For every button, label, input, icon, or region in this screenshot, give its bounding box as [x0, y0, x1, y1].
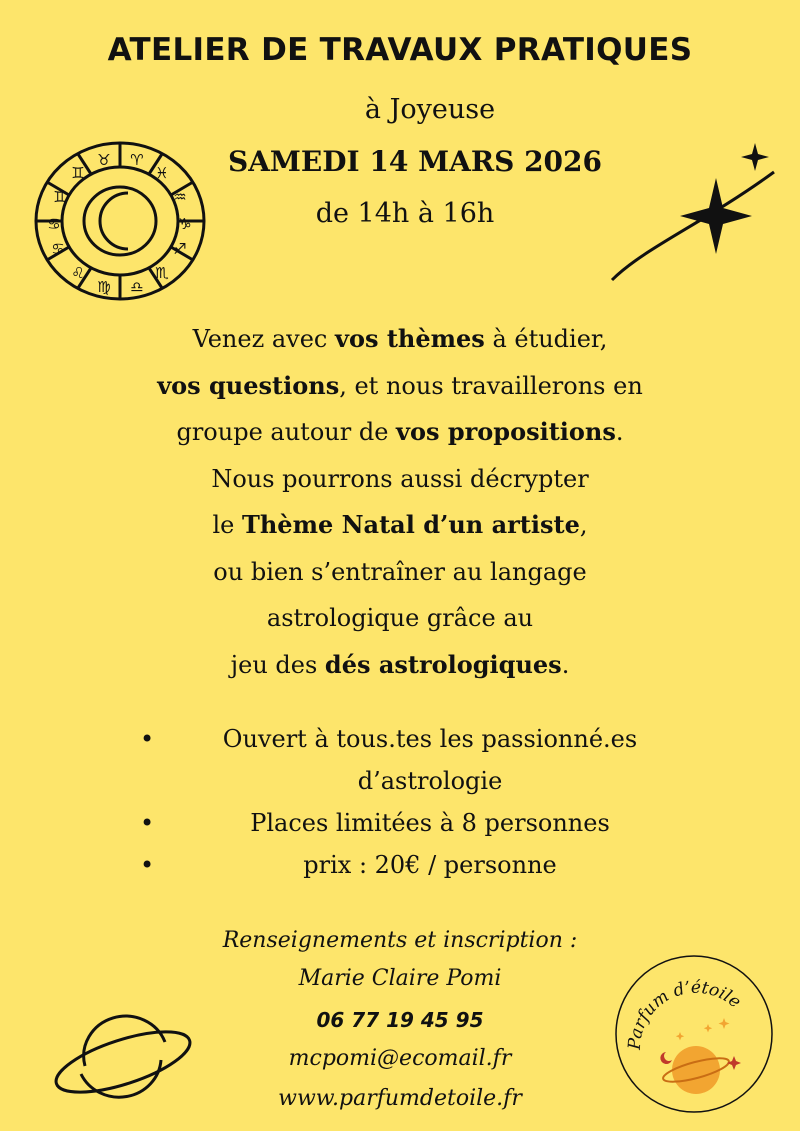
bullet-marker: • — [140, 851, 155, 879]
description-line-2: vos questions, et nous travaillerons en — [157, 370, 643, 400]
svg-text:♒: ♒ — [173, 188, 187, 206]
svg-text:♓: ♓ — [155, 164, 169, 182]
contact-label: Renseignements et inscription : — [222, 928, 578, 953]
info-bullet-list — [140, 718, 700, 886]
zodiac-wheel-icon — [32, 140, 208, 302]
list-item: • Ouvert à tous.tes les passionné.es d’astrologie — [140, 718, 700, 802]
svg-text:♍: ♍ — [97, 278, 111, 296]
svg-text:♋: ♋ — [51, 240, 65, 258]
event-time: de 14h à 16h — [315, 198, 495, 229]
contact-name: Marie Claire Pomi — [298, 966, 502, 991]
description-line-5: le Thème Natal d’un artiste, — [212, 510, 588, 539]
svg-text:Parfum d’étoile: Parfum d’étoile — [624, 977, 745, 1051]
svg-text:♋: ♋ — [47, 215, 61, 233]
description-line-1: Venez avec vos thèmes à étudier, — [192, 324, 608, 353]
contact-phone[interactable]: 06 77 19 45 95 — [316, 1008, 484, 1032]
svg-text:♐: ♐ — [173, 240, 187, 258]
svg-text:♎: ♎ — [130, 278, 144, 296]
svg-text:♌: ♌ — [71, 264, 85, 282]
svg-text:♊: ♊ — [71, 164, 85, 182]
description-line-7: astrologique grâce au — [266, 604, 534, 632]
contact-email[interactable]: mcpomi@ecomail.fr — [288, 1046, 512, 1071]
page-title: ATELIER DE TRAVAUX PRATIQUES — [107, 32, 693, 68]
description — [0, 316, 800, 688]
list-item: • Places limitées à 8 personnes — [140, 802, 700, 844]
svg-text:♈: ♈ — [130, 151, 144, 169]
website-link[interactable]: www.parfumdetoile.fr — [278, 1086, 522, 1111]
event-location: à Joyeuse — [364, 94, 496, 125]
svg-text:♏: ♏ — [155, 264, 169, 282]
event-date: SAMEDI 14 MARS 2026 — [227, 145, 602, 178]
description-line-3: groupe autour de vos propositions. — [176, 417, 624, 446]
svg-text:♑: ♑ — [178, 215, 192, 233]
list-item: • prix : 20€ / personne — [140, 844, 700, 886]
svg-text:♊: ♊ — [53, 188, 67, 206]
bullet-marker: • — [140, 809, 155, 837]
shooting-star-icon — [604, 138, 784, 288]
svg-text:♉: ♉ — [97, 151, 111, 169]
parfum-detoile-logo — [612, 952, 776, 1116]
bullet-marker: • — [140, 725, 155, 753]
planet-icon — [48, 996, 198, 1114]
description-line-6: ou bien s’entraîner au langage — [213, 557, 587, 586]
description-line-8: jeu des dés astrologiques. — [230, 649, 570, 679]
description-line-4: Nous pourrons aussi décrypter — [211, 464, 589, 493]
